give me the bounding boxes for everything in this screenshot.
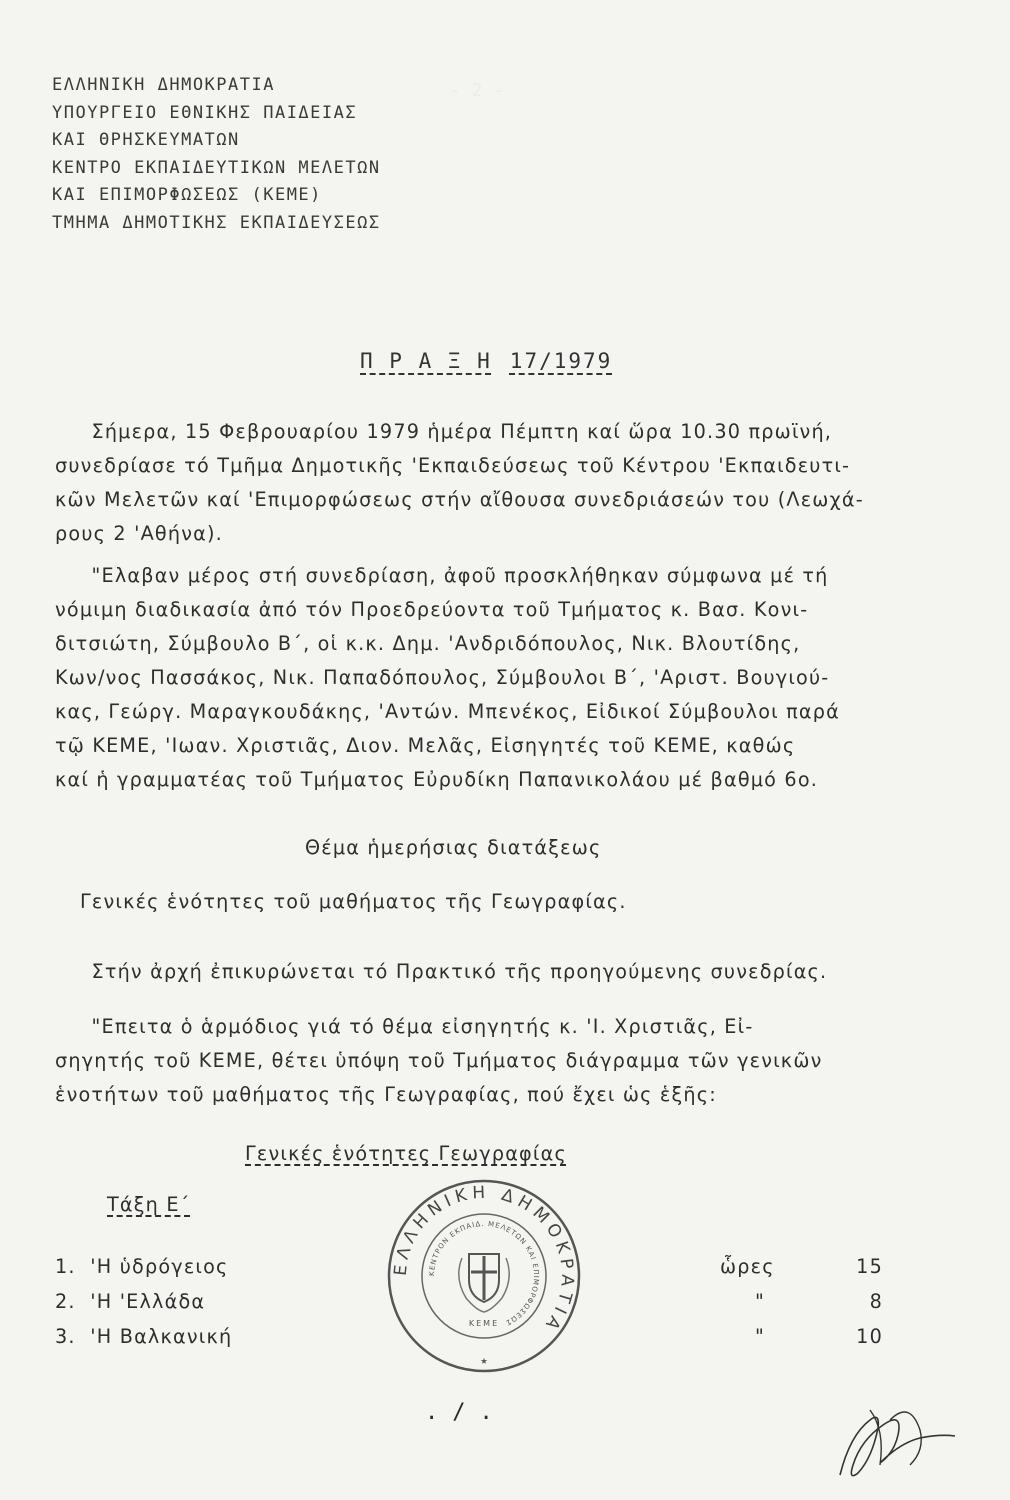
text-line: "Ελαβαν μέρος στή συνεδρίαση, ἀφοῦ προσκλήθηκαν σύμφωνα μέ τή <box>55 564 829 587</box>
units-heading: Γενικές ἑνότητες Γεωγραφίας <box>245 1142 567 1165</box>
text-line: ἑνοτήτων τοῦ μαθήματος τῆς Γεωγραφίας, πού ἔχει ὡς ἑξῆς: <box>55 1083 717 1106</box>
paragraph-opening <box>55 415 864 551</box>
text-line: διτσιώτη, Σύμβουλο Β΄, οἱ κ.κ. Δημ. 'Ανδριδόπουλος, Νικ. Βλουτίδης, <box>55 632 801 655</box>
text-line: Κων/νος Πασσάκος, Νικ. Παπαδόπουλος, Σύμβουλοι Β΄, 'Αριστ. Βουγιού- <box>55 666 830 689</box>
letterhead-line: ΤΜΗΜΑ ΔΗΜΟΤΙΚΗΣ ΕΚΠΑΙΔΕΥΣΕΩΣ <box>52 212 381 233</box>
paragraph-proposal <box>55 1010 823 1112</box>
text-line: κῶν Μελετῶν καί 'Επιμορφώσεως στήν αἴθουσα συνεδριάσεών του (Λεωχά- <box>55 488 864 511</box>
coat-of-arms-icon <box>459 1254 509 1312</box>
unit-label: 3. 'Η Βαλκανική <box>55 1325 233 1348</box>
unit-hours: 8 <box>869 1290 883 1313</box>
document-title <box>360 349 612 373</box>
grade-heading: Τάξη Ε΄ <box>107 1193 191 1216</box>
text-line: "Επειτα ὁ ἁρμόδιος γιά τό θέμα εἰσηγητής κ. 'Ι. Χριστιᾶς, Εἰ- <box>55 1015 754 1038</box>
letterhead <box>52 72 381 237</box>
stamp-bottom-text: ΚΕΜΕ <box>468 1319 500 1328</box>
text-line: νόμιμη διαδικασία ἀπό τόν Προεδρεύοντα τοῦ Τμήματος κ. Βασ. Κονι- <box>55 598 809 621</box>
minutes-ratified <box>55 955 827 989</box>
unit-label: 2. 'Η 'Ελλάδα <box>55 1290 206 1313</box>
text-line: κας, Γεώργ. Μαραγκουδάκης, 'Αντών. Μπενέκος, Εἰδικοί Σύμβουλοι παρά <box>55 700 840 723</box>
title-number: 17/1979 <box>509 349 613 373</box>
text-line: Σήμερα, 15 Φεβρουαρίου 1979 ἡμέρα Πέμπτη καί ὥρα 10.30 πρωϊνή, <box>55 420 833 443</box>
agenda-heading: Θέμα ἡμερήσιας διατάξεως <box>305 836 602 859</box>
letterhead-line: ΚΕΝΤΡΟ ΕΚΠΑΙΔΕΥΤΙΚΩΝ ΜΕΛΕΤΩΝ <box>52 157 381 178</box>
signature <box>830 1390 990 1485</box>
unit-row <box>55 1290 883 1313</box>
unit-label: 1. 'Η ὑδρόγειος <box>55 1255 229 1278</box>
letterhead-line: ΕΛΛΗΝΙΚΗ ΔΗΜΟΚΡΑΤΙΑ <box>52 75 275 95</box>
bleed-through: - 2 - <box>450 80 505 101</box>
text-line: συνεδρίασε τό Τμῆμα Δημοτικῆς 'Εκπαιδεύσεως τοῦ Κέντρου 'Εκπαιδευτι- <box>55 454 851 477</box>
star-icon: ★ <box>480 1353 488 1367</box>
unit-measure: ὧρες <box>720 1255 775 1278</box>
letterhead-line: ΚΑΙ ΕΠΙΜΟΡΦΩΣΕΩΣ (ΚΕΜΕ) <box>52 185 322 205</box>
letterhead-line: ΥΠΟΥΡΓΕΙΟ ΕΘΝΙΚΗΣ ΠΑΙΔΕΙΑΣ <box>52 102 358 123</box>
unit-measure: " <box>755 1325 766 1348</box>
unit-measure: " <box>755 1290 766 1313</box>
official-stamp <box>384 1176 584 1376</box>
agenda-subject: Γενικές ἑνότητες τοῦ μαθήματος τῆς Γεωγραφίας. <box>80 890 627 913</box>
unit-row <box>55 1255 883 1278</box>
text-line: καί ἡ γραμματέας τοῦ Τμήματος Εὐρυδίκη Παπανικολάου μέ βαθμό 6ο. <box>55 768 819 791</box>
text-line: ρους 2 'Αθήνα). <box>55 522 223 545</box>
text-line: τῷ ΚΕΜΕ, 'Ιωαν. Χριστιᾶς, Διον. Μελᾶς, Εἰσηγητές τοῦ ΚΕΜΕ, καθώς <box>55 734 796 757</box>
unit-row <box>55 1325 883 1348</box>
letterhead-line: ΚΑΙ ΘΡΗΣΚΕΥΜΑΤΩΝ <box>52 130 240 150</box>
text-line: Στήν ἀρχή ἐπικυρώνεται τό Πρακτικό τῆς προηγούμενης συνεδρίας. <box>55 960 828 983</box>
title-label: Π Ρ Α Ξ Η <box>360 349 492 373</box>
continuation-mark: ./. <box>425 1400 507 1425</box>
stamp-outer-text: ΕΛΛΗΝΙΚΗ ΔΗΜΟΚΡΑΤΙΑ <box>390 1182 578 1338</box>
stamp-inner-text: ΚΕΝΤΡΟΝ ΕΚΠΑΙΔ. ΜΕΛΕΤΩΝ ΚΑΙ ΕΠΙΜΟΡΦΩΣΕΩΣ <box>427 1219 541 1327</box>
text-line: σηγητής τοῦ ΚΕΜΕ, θέτει ὑπόψη τοῦ Τμήματος διάγραμμα τῶν γενικῶν <box>55 1049 823 1072</box>
unit-hours: 15 <box>856 1255 883 1278</box>
unit-hours: 10 <box>856 1325 883 1348</box>
paragraph-attendees <box>55 559 840 797</box>
